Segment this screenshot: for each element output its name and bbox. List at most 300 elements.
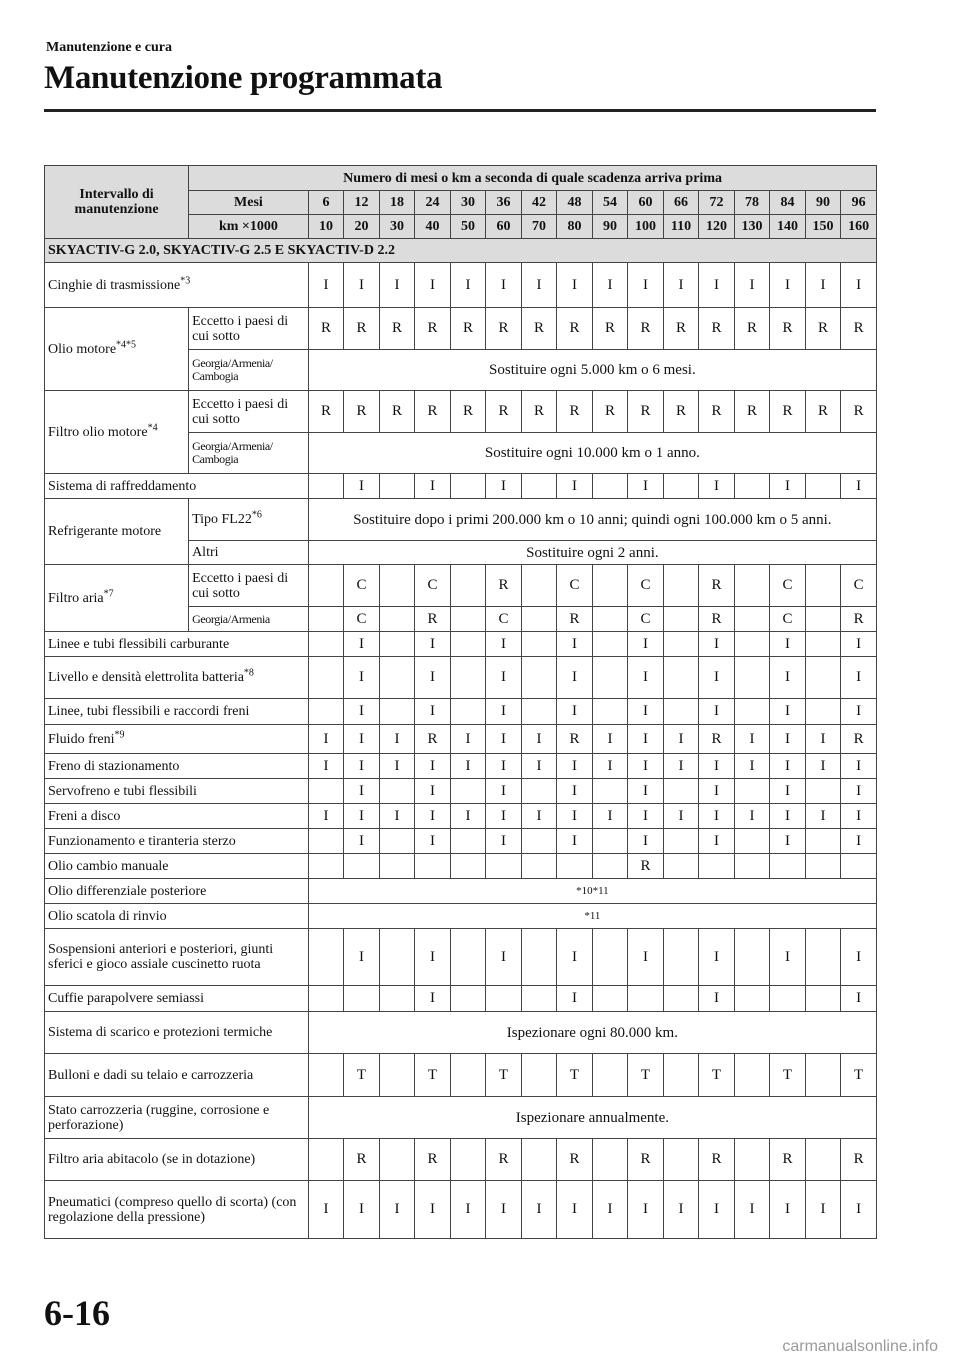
interval-cell: I	[841, 657, 877, 699]
interval-cell: I	[344, 657, 380, 699]
interval-cell	[379, 829, 415, 854]
interval-cell: I	[557, 1181, 593, 1239]
interval-cell	[521, 986, 557, 1012]
interval-cell	[734, 929, 770, 986]
interval-cell	[308, 779, 344, 804]
interval-cell: I	[344, 1181, 380, 1239]
interval-cell: T	[486, 1054, 522, 1097]
interval-cell	[379, 699, 415, 725]
interval-cell	[450, 474, 486, 499]
interval-cell: I	[770, 779, 806, 804]
interval-cell	[592, 854, 628, 879]
interval-cell	[734, 1054, 770, 1097]
interval-cell: I	[841, 804, 877, 829]
row-label-servo	[45, 779, 309, 804]
table-row	[45, 308, 877, 350]
months-label: Mesi	[189, 191, 309, 215]
engine-section-title: SKYACTIV-G 2.0, SKYACTIV-G 2.5 E SKYACTIV-D 2.2	[45, 239, 877, 263]
label-text: Fluido freni	[48, 731, 115, 747]
interval-cell: I	[521, 754, 557, 779]
interval-cell: I	[770, 1181, 806, 1239]
label-text: Servofreno e tubi flessibili	[48, 783, 197, 799]
table-row	[45, 829, 877, 854]
interval-cell: T	[557, 1054, 593, 1097]
interval-cell: I	[699, 632, 735, 657]
interval-cell: I	[628, 779, 664, 804]
interval-cell	[663, 779, 699, 804]
interval-cell: I	[557, 474, 593, 499]
interval-cell: R	[557, 607, 593, 632]
table-row	[45, 1097, 877, 1139]
interval-cell	[805, 986, 841, 1012]
interval-cell: I	[734, 263, 770, 308]
sub-label-text: Eccetto i paesi di cui sotto	[192, 396, 289, 427]
interval-cell: I	[734, 1181, 770, 1239]
interval-cell: I	[663, 725, 699, 754]
interval-cell: I	[770, 829, 806, 854]
interval-cell: I	[450, 1181, 486, 1239]
month-header: 72	[699, 191, 735, 215]
interval-cell: I	[770, 474, 806, 499]
interval-cell: I	[699, 754, 735, 779]
interval-header: Intervallo di manutenzione	[45, 166, 189, 239]
table-row	[45, 1012, 877, 1054]
interval-cell	[415, 854, 451, 879]
interval-cell: I	[841, 632, 877, 657]
interval-cell: I	[770, 804, 806, 829]
interval-cell: I	[805, 263, 841, 308]
interval-cell	[663, 854, 699, 879]
interval-cell	[308, 829, 344, 854]
interval-cell: I	[841, 929, 877, 986]
km-header: 160	[841, 215, 877, 239]
interval-cell: I	[699, 779, 735, 804]
interval-cell: R	[415, 391, 451, 433]
interval-cell: I	[344, 725, 380, 754]
interval-cell	[805, 854, 841, 879]
interval-cell: I	[344, 263, 380, 308]
interval-cell	[805, 657, 841, 699]
interval-cell	[450, 607, 486, 632]
interval-cell: I	[450, 725, 486, 754]
interval-cell: I	[628, 754, 664, 779]
interval-cell: I	[486, 725, 522, 754]
interval-cell	[805, 779, 841, 804]
row-label-battery	[45, 657, 309, 699]
interval-cell	[308, 632, 344, 657]
interval-cell: R	[841, 1139, 877, 1181]
interval-cell: T	[770, 1054, 806, 1097]
interval-cell: I	[841, 263, 877, 308]
interval-cell: I	[628, 1181, 664, 1239]
row-text-coolant-2: Sostituire ogni 2 anni.	[308, 541, 876, 565]
interval-cell: I	[805, 754, 841, 779]
interval-cell	[734, 986, 770, 1012]
interval-cell	[521, 474, 557, 499]
footnote-ref: *8	[243, 667, 254, 679]
interval-cell: I	[770, 754, 806, 779]
row-label-coolant	[45, 499, 189, 565]
interval-cell	[308, 699, 344, 725]
interval-cell: R	[734, 391, 770, 433]
interval-cell	[805, 632, 841, 657]
interval-cell: I	[592, 725, 628, 754]
interval-cell: I	[699, 829, 735, 854]
interval-cell: I	[699, 986, 735, 1012]
interval-cell	[450, 1054, 486, 1097]
km-header: 80	[557, 215, 593, 239]
interval-cell	[379, 565, 415, 607]
interval-cell: I	[450, 263, 486, 308]
interval-cell: T	[415, 1054, 451, 1097]
sub-label-text: Eccetto i paesi di cui sotto	[192, 570, 289, 601]
interval-cell: R	[450, 308, 486, 350]
interval-cell	[521, 779, 557, 804]
sub-label-text: Georgia/Armenia/ Cambogia	[192, 356, 273, 383]
interval-cell: I	[663, 1181, 699, 1239]
row-label-exhaust	[45, 1012, 309, 1054]
interval-cell: I	[628, 929, 664, 986]
watermark: carmanualsonline.info	[782, 1338, 938, 1355]
interval-cell: I	[557, 804, 593, 829]
table-row	[45, 632, 877, 657]
month-header: 30	[450, 191, 486, 215]
sub-label-sub1	[189, 499, 309, 541]
interval-cell	[663, 929, 699, 986]
interval-cell	[592, 474, 628, 499]
table-row	[45, 854, 877, 879]
interval-cell: R	[415, 308, 451, 350]
interval-cell: R	[699, 725, 735, 754]
interval-cell: I	[805, 1181, 841, 1239]
label-text: Olio scatola di rinvio	[48, 908, 167, 924]
table-row	[45, 725, 877, 754]
interval-cell: R	[592, 391, 628, 433]
interval-cell	[663, 829, 699, 854]
interval-cell: I	[415, 804, 451, 829]
km-header: 60	[486, 215, 522, 239]
interval-cell: I	[841, 829, 877, 854]
interval-cell: I	[486, 804, 522, 829]
table-row	[45, 263, 877, 308]
interval-cell	[805, 565, 841, 607]
interval-cell: I	[344, 699, 380, 725]
interval-cell	[308, 607, 344, 632]
interval-cell: I	[415, 263, 451, 308]
interval-cell: I	[734, 754, 770, 779]
sub-label-sub2	[189, 607, 309, 632]
month-header: 6	[308, 191, 344, 215]
interval-cell: R	[841, 308, 877, 350]
table-row	[45, 779, 877, 804]
month-header: 24	[415, 191, 451, 215]
interval-cell: I	[486, 699, 522, 725]
interval-cell: I	[379, 1181, 415, 1239]
row-label-parking	[45, 754, 309, 779]
interval-cell: I	[770, 725, 806, 754]
interval-cell: I	[628, 474, 664, 499]
label-text: Olio differenziale posteriore	[48, 883, 207, 899]
interval-cell	[521, 607, 557, 632]
interval-cell: R	[486, 308, 522, 350]
title-rule	[44, 109, 876, 112]
interval-cell: C	[628, 607, 664, 632]
interval-cell	[805, 1139, 841, 1181]
interval-cell	[663, 632, 699, 657]
interval-cell: I	[628, 263, 664, 308]
interval-cell: I	[379, 263, 415, 308]
sub-label-sub1	[189, 391, 309, 433]
interval-cell: I	[699, 929, 735, 986]
row-label-belts	[45, 263, 309, 308]
sub-label-sub2	[189, 433, 309, 474]
interval-cell: I	[415, 632, 451, 657]
interval-cell: I	[557, 632, 593, 657]
interval-cell: R	[557, 308, 593, 350]
label-text: Sistema di scarico e protezioni termiche	[48, 1025, 273, 1040]
interval-cell: I	[486, 263, 522, 308]
interval-cell	[592, 929, 628, 986]
table-row	[45, 879, 877, 904]
month-header: 90	[805, 191, 841, 215]
interval-cell	[805, 929, 841, 986]
interval-cell: R	[841, 391, 877, 433]
footnote-ref: *6	[251, 509, 262, 521]
interval-cell	[592, 829, 628, 854]
interval-cell	[663, 607, 699, 632]
km-header: 90	[592, 215, 628, 239]
sub-label-text: Eccetto i paesi di cui sotto	[192, 313, 289, 344]
interval-cell: I	[344, 632, 380, 657]
row-label-diff	[45, 879, 309, 904]
label-text: Linee, tubi flessibili e raccordi freni	[48, 704, 250, 719]
row-text-body: Ispezionare annualmente.	[308, 1097, 876, 1139]
interval-cell: I	[841, 474, 877, 499]
interval-cell	[699, 854, 735, 879]
interval-cell: I	[344, 779, 380, 804]
interval-cell: I	[308, 725, 344, 754]
interval-cell: R	[699, 607, 735, 632]
interval-cell: I	[308, 263, 344, 308]
label-text: Sistema di raffreddamento	[48, 478, 197, 494]
interval-cell: R	[592, 308, 628, 350]
interval-cell	[734, 657, 770, 699]
month-header: 54	[592, 191, 628, 215]
label-text: Pneumatici (compreso quello di scorta) (con regolazione della pressione)	[48, 1194, 297, 1225]
km-header: 130	[734, 215, 770, 239]
interval-cell: I	[557, 699, 593, 725]
sub-label-sub2	[189, 541, 309, 565]
interval-cell	[308, 1139, 344, 1181]
page-number: 6-16	[44, 1293, 110, 1333]
interval-cell: I	[379, 754, 415, 779]
row-text-oil: Sostituire ogni 5.000 km o 6 mesi.	[308, 350, 876, 391]
interval-cell: I	[557, 657, 593, 699]
interval-cell	[308, 986, 344, 1012]
interval-cell: I	[308, 754, 344, 779]
row-label-brake_lines	[45, 699, 309, 725]
interval-cell: I	[415, 986, 451, 1012]
interval-cell	[521, 854, 557, 879]
interval-cell	[592, 1139, 628, 1181]
interval-cell	[734, 565, 770, 607]
interval-cell: I	[770, 699, 806, 725]
interval-cell: I	[450, 804, 486, 829]
sub-label-sub1	[189, 308, 309, 350]
interval-cell: C	[344, 607, 380, 632]
interval-cell: I	[415, 779, 451, 804]
interval-cell: R	[663, 391, 699, 433]
table-row	[45, 986, 877, 1012]
interval-cell: I	[486, 1181, 522, 1239]
row-text-diff: *10*11	[308, 879, 876, 904]
table-row	[45, 929, 877, 986]
interval-cell: I	[841, 779, 877, 804]
row-label-tires	[45, 1181, 309, 1239]
interval-cell: I	[628, 657, 664, 699]
interval-cell: I	[628, 699, 664, 725]
interval-cell: I	[557, 829, 593, 854]
interval-cell	[379, 986, 415, 1012]
interval-cell: R	[521, 391, 557, 433]
interval-cell: I	[521, 1181, 557, 1239]
row-label-transfer	[45, 904, 309, 929]
interval-cell: C	[557, 565, 593, 607]
interval-cell: R	[663, 308, 699, 350]
interval-cell	[308, 929, 344, 986]
interval-cell	[770, 986, 806, 1012]
interval-cell	[841, 854, 877, 879]
label-text: Livello e densità elettrolita batteria	[48, 670, 244, 685]
label-text: Filtro aria	[48, 590, 104, 606]
interval-cell: I	[557, 754, 593, 779]
row-label-suspension	[45, 929, 309, 986]
month-header: 66	[663, 191, 699, 215]
row-label-steering	[45, 829, 309, 854]
interval-cell	[805, 1054, 841, 1097]
interval-cell: I	[415, 657, 451, 699]
interval-cell	[521, 929, 557, 986]
row-text-exhaust: Ispezionare ogni 80.000 km.	[308, 1012, 876, 1054]
row-label-cabin	[45, 1139, 309, 1181]
interval-cell: I	[486, 929, 522, 986]
label-text: Bulloni e dadi su telaio e carrozzeria	[48, 1067, 254, 1083]
interval-cell: I	[379, 804, 415, 829]
label-text: Cuffie parapolvere semiassi	[48, 991, 205, 1006]
footnote-ref: *4*5	[116, 338, 137, 350]
interval-cell	[450, 854, 486, 879]
label-text: Olio motore	[48, 341, 117, 357]
interval-cell: I	[592, 1181, 628, 1239]
interval-cell: T	[628, 1054, 664, 1097]
interval-cell: I	[628, 725, 664, 754]
label-text: Cinghie di trasmissione	[48, 277, 181, 293]
interval-cell	[663, 699, 699, 725]
interval-cell	[663, 474, 699, 499]
table-row	[45, 804, 877, 829]
interval-cell	[344, 986, 380, 1012]
month-header: 18	[379, 191, 415, 215]
km-header: 140	[770, 215, 806, 239]
interval-cell: I	[344, 474, 380, 499]
interval-cell: R	[379, 391, 415, 433]
interval-cell: I	[628, 829, 664, 854]
interval-cell: R	[699, 391, 735, 433]
sub-label-text: Georgia/Armenia	[192, 611, 270, 626]
row-label-bolts	[45, 1054, 309, 1097]
table-row	[45, 699, 877, 725]
interval-cell: I	[344, 829, 380, 854]
table-row	[45, 565, 877, 607]
table-row	[45, 754, 877, 779]
interval-cell: T	[841, 1054, 877, 1097]
km-header: 110	[663, 215, 699, 239]
interval-cell	[379, 854, 415, 879]
km-header: 70	[521, 215, 557, 239]
interval-cell	[734, 474, 770, 499]
interval-cell: R	[770, 1139, 806, 1181]
interval-cell: I	[415, 474, 451, 499]
interval-cell: C	[344, 565, 380, 607]
table-row	[45, 391, 877, 433]
maintenance-table	[44, 165, 877, 1239]
interval-cell: R	[628, 308, 664, 350]
interval-cell: I	[663, 804, 699, 829]
row-label-disc	[45, 804, 309, 829]
interval-cell	[592, 632, 628, 657]
month-header: 42	[521, 191, 557, 215]
interval-cell	[805, 829, 841, 854]
km-header: 40	[415, 215, 451, 239]
interval-cell: R	[344, 1139, 380, 1181]
interval-cell: I	[415, 829, 451, 854]
interval-cell: R	[415, 725, 451, 754]
interval-cell: I	[592, 754, 628, 779]
interval-cell: R	[450, 391, 486, 433]
month-header: 48	[557, 191, 593, 215]
footnote-ref: *7	[103, 587, 114, 599]
km-header: 30	[379, 215, 415, 239]
interval-cell: I	[415, 754, 451, 779]
month-header: 12	[344, 191, 380, 215]
interval-cell: I	[628, 632, 664, 657]
interval-cell: R	[344, 391, 380, 433]
row-text-coolant-1: Sostituire dopo i primi 200.000 km o 10 anni; quindi ogni 100.000 km o 5 anni.	[308, 499, 876, 541]
interval-cell: I	[415, 929, 451, 986]
interval-cell: C	[841, 565, 877, 607]
interval-cell	[592, 565, 628, 607]
interval-cell	[450, 986, 486, 1012]
interval-cell: I	[734, 725, 770, 754]
month-header: 84	[770, 191, 806, 215]
km-header: 10	[308, 215, 344, 239]
interval-cell: I	[734, 804, 770, 829]
interval-cell: R	[486, 391, 522, 433]
interval-cell: I	[699, 263, 735, 308]
table-row	[45, 1054, 877, 1097]
km-header: 120	[699, 215, 735, 239]
month-header: 78	[734, 191, 770, 215]
interval-cell: I	[344, 754, 380, 779]
interval-cell: I	[308, 804, 344, 829]
sub-label-text: Georgia/Armenia/ Cambogia	[192, 439, 273, 466]
interval-cell	[450, 829, 486, 854]
table-row	[45, 904, 877, 929]
interval-cell	[734, 829, 770, 854]
interval-cell	[450, 779, 486, 804]
interval-cell	[734, 632, 770, 657]
interval-cell: I	[486, 474, 522, 499]
